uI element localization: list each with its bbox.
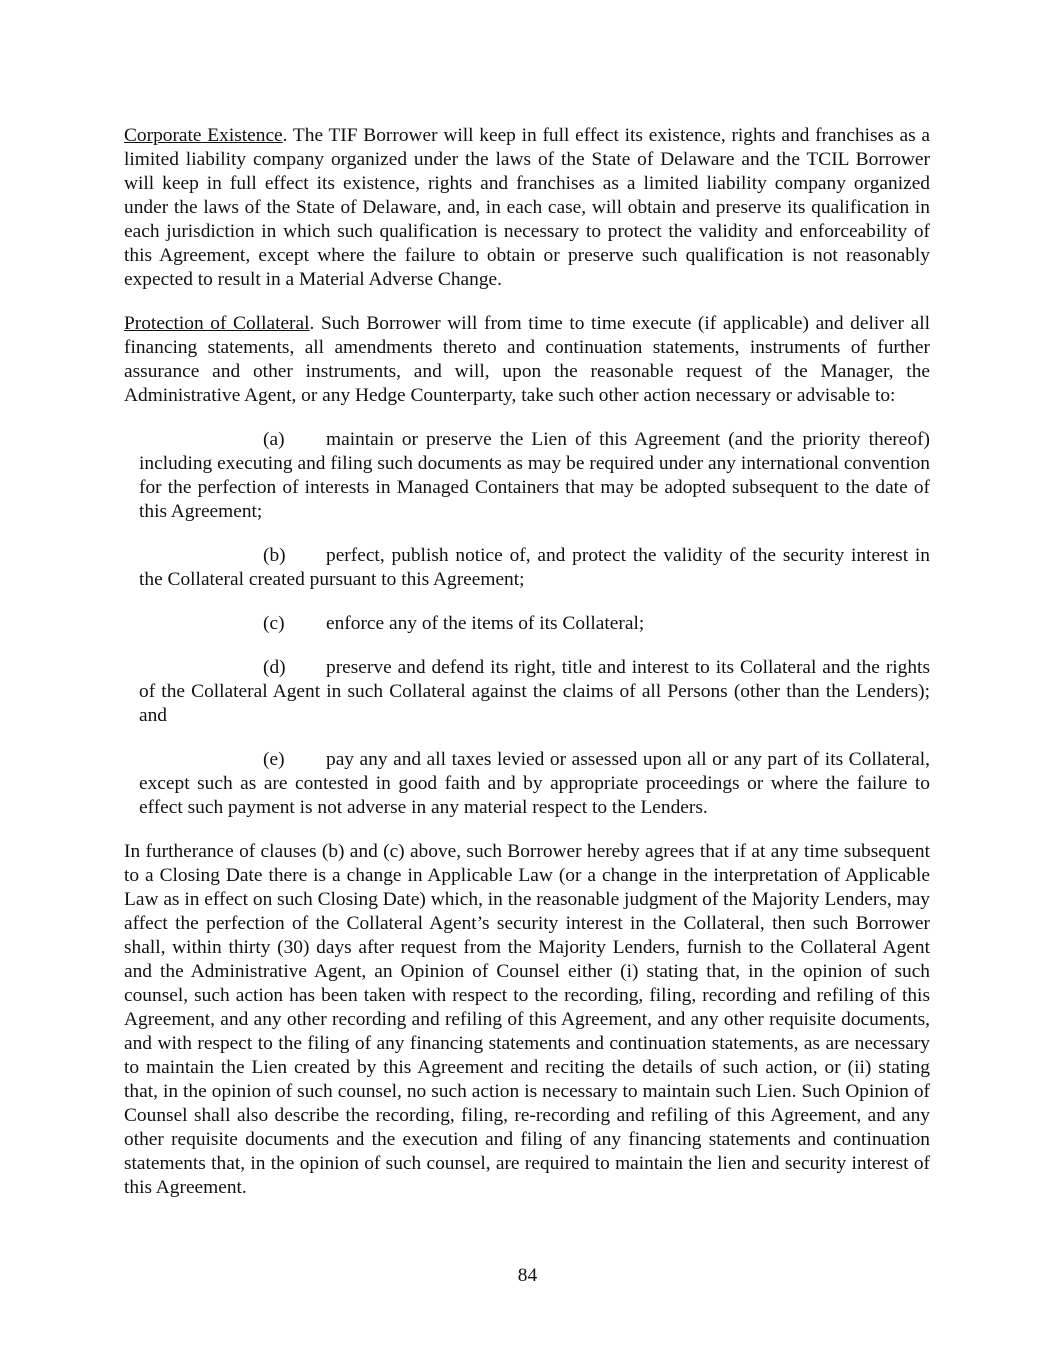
clause-label: (d): [263, 657, 286, 678]
corporate-existence-paragraph: [124, 124, 930, 292]
furtherance-paragraph: In furtherance of clauses (b) and (c) above, such Borrower hereby agrees that if at any time subsequent to a Closing Date there is a change in Applicable Law (or a change in the interpretation of Applicable Law as in effect on such Closing Date) which, in the reasonable judgment of the Majority Lenders, may affect the perfection of the Collateral Agent’s security interest in the Collateral, then such Borrower shall, within thirty (30) days after request from the Majority Lenders, furnish to the Collateral Agent and the Administrative Agent, an Opinion of Counsel either (i) stating that, in the opinion of such counsel, such action has been taken with respect to the recording, filing, recording and refiling of this Agreement, and any other recording and refiling of this Agreement, and any other requisite documents, and with respect to the filing of any financing statements and continuation statements, as are necessary to maintain the Lien created by this Agreement and reciting the details of such action, or (ii) stating that, in the opinion of such counsel, no such action is necessary to maintain such Lien. Such Opinion of Counsel shall also describe the recording, filing, re-recording and refiling of this Agreement, and any other requisite documents and the execution and filing of any financing statements and continuation statements that, in the opinion of such counsel, are required to maintain the lien and security interest of this Agreement.: [124, 841, 930, 1198]
page-number: 84: [517, 1265, 538, 1286]
corporate-existence-heading: Corporate Existence: [124, 125, 283, 146]
clause-e: [124, 748, 930, 820]
protection-of-collateral-text: . Such Borrower will from time to time execute (if applicable) and deliver all financing statements, all amendments thereto and continuation statements, instruments of further assurance and other instruments, and will, upon the reasonable request of the Manager, the Administrative Agent, or any Hedge Counterparty, take such other action necessary or advisable to:: [124, 313, 930, 406]
clause-label: (b): [263, 545, 286, 566]
clause-text: preserve and defend its right, title and interest to its Collateral and the rights of the Collateral Agent in such Collateral against the claims of all Persons (other than the Lenders); and: [139, 657, 930, 726]
protection-of-collateral-heading: Protection of Collateral: [124, 313, 310, 334]
clause-d: [124, 656, 930, 728]
clause-label: (c): [263, 613, 285, 634]
clause-b: [124, 544, 930, 592]
document-body: [124, 124, 930, 1220]
clause-text: enforce any of the items of its Collateral;: [326, 613, 645, 634]
clause-c: [124, 612, 930, 636]
clause-text: pay any and all taxes levied or assessed upon all or any part of its Collateral, except such as are contested in good faith and by appropriate proceedings or where the failure to effect such payment is not adverse in any material respect to the Lenders.: [139, 749, 930, 818]
clause-a: [124, 428, 930, 524]
clause-label: (e): [263, 749, 285, 770]
clause-text: perfect, publish notice of, and protect the validity of the security interest in the Collateral created pursuant to this Agreement;: [139, 545, 930, 590]
protection-of-collateral-paragraph: [124, 312, 930, 408]
corporate-existence-text: . The TIF Borrower will keep in full effect its existence, rights and franchises as a limited liability company organized under the laws of the State of Delaware and the TCIL Borrower will keep in full effect its existence, rights and franchises as a limited liability company organized under the laws of the State of Delaware, and, in each case, will obtain and preserve its qualification in each jurisdiction in which such qualification is necessary to protect the validity and enforceability of this Agreement, except where the failure to obtain or preserve such qualification is not reasonably expected to result in a Material Adverse Change.: [124, 125, 930, 290]
clause-label: (a): [263, 429, 285, 450]
clause-text: maintain or preserve the Lien of this Agreement (and the priority thereof) including executing and filing such documents as may be required under any international convention for the perfection of interests in Managed Containers that may be adopted subsequent to the date of this Agreement;: [139, 429, 930, 522]
